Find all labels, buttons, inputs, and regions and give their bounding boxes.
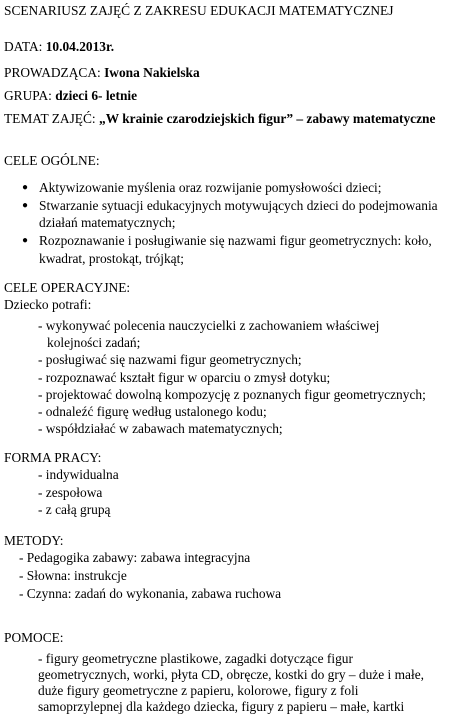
operational-goal: - projektować dowolną kompozycję z poznanych figur geometrycznych; [38,387,426,402]
topic-line [4,111,435,127]
work-form: - z całą grupą [38,502,111,517]
aids-heading: POMOCE: [4,630,64,645]
teacher-value: Iwona Nakielska [104,65,200,80]
general-goal-1: Aktywizowanie myślenia oraz rozwijanie pomysłowości dzieci; [39,180,382,195]
group-line [4,88,137,104]
teacher-line [4,65,200,81]
method: - Czynna: zadań do wykonania, zabawa ruchowa [19,586,282,601]
group-label: GRUPA: [4,88,52,103]
general-goal-2-cont: działań matematycznych; [39,215,176,230]
date-line [4,39,114,55]
bullet-icon: ● [22,235,29,246]
general-goals-heading: CELE OGÓLNE: [4,153,100,168]
general-goal-3: Rozpoznawanie i posługiwanie się nazwami figur geometrycznych: koło, [39,233,432,248]
aids-line: geometrycznych, worki, płyta CD, obręcze, kostki do gry – duże i małe, [38,667,424,682]
page-title: SCENARIUSZ ZAJĘĆ Z ZAKRESU EDUKACJI MATEMATYCZNEJ [4,3,394,18]
topic-label: TEMAT ZAJĘĆ: [4,111,96,126]
topic-value: „W krainie czarodziejskich figur” – zabawy matematyczne [99,111,436,126]
operational-goal: - posługiwać się nazwami figur geometrycznych; [38,352,302,367]
operational-goal: - współdziałać w zabawach matematycznych; [38,421,283,436]
general-goal-2: Stwarzanie sytuacji edukacyjnych motywujących dzieci do podejmowania [39,198,438,213]
method: - Słowna: instrukcje [19,568,127,583]
work-form: - zespołowa [38,485,103,500]
work-form: - indywidualna [38,467,119,482]
method: - Pedagogika zabawy: zabawa integracyjna [19,550,251,565]
operational-goals-intro: Dziecko potrafi: [4,297,92,312]
methods-heading: METODY: [4,533,64,548]
operational-goal: - rozpoznawać kształt figur w oparciu o zmysł dotyku; [38,370,331,385]
operational-goal: - odnaleźć figurę według ustalonego kodu; [38,404,267,419]
work-forms-heading: FORMA PRACY: [4,450,102,465]
teacher-label: PROWADZĄCA: [4,65,101,80]
operational-goals-heading: CELE OPERACYJNE: [4,280,131,295]
date-value: 10.04.2013r. [45,39,115,54]
operational-goal: - wykonywać polecenia nauczycielki z zachowaniem właściwej [38,318,380,333]
aids-line: - figury geometryczne plastikowe, zagadki dotyczące figur [38,651,353,666]
operational-goal-cont: kolejności zadań; [47,335,141,350]
general-goal-3-cont: kwadrat, prostokąt, trójkąt; [39,251,185,266]
aids-line: samoprzylepnej dla każdego dziecka, figury z papieru – małe, kartki [38,699,405,714]
bullet-icon: ● [22,200,29,211]
bullet-icon: ● [22,182,29,193]
date-label: DATA: [4,39,43,54]
group-value: dzieci 6- letnie [55,88,138,103]
aids-line: duże figury geometryczne z papieru, kolorowe, figury z foli [38,683,359,698]
